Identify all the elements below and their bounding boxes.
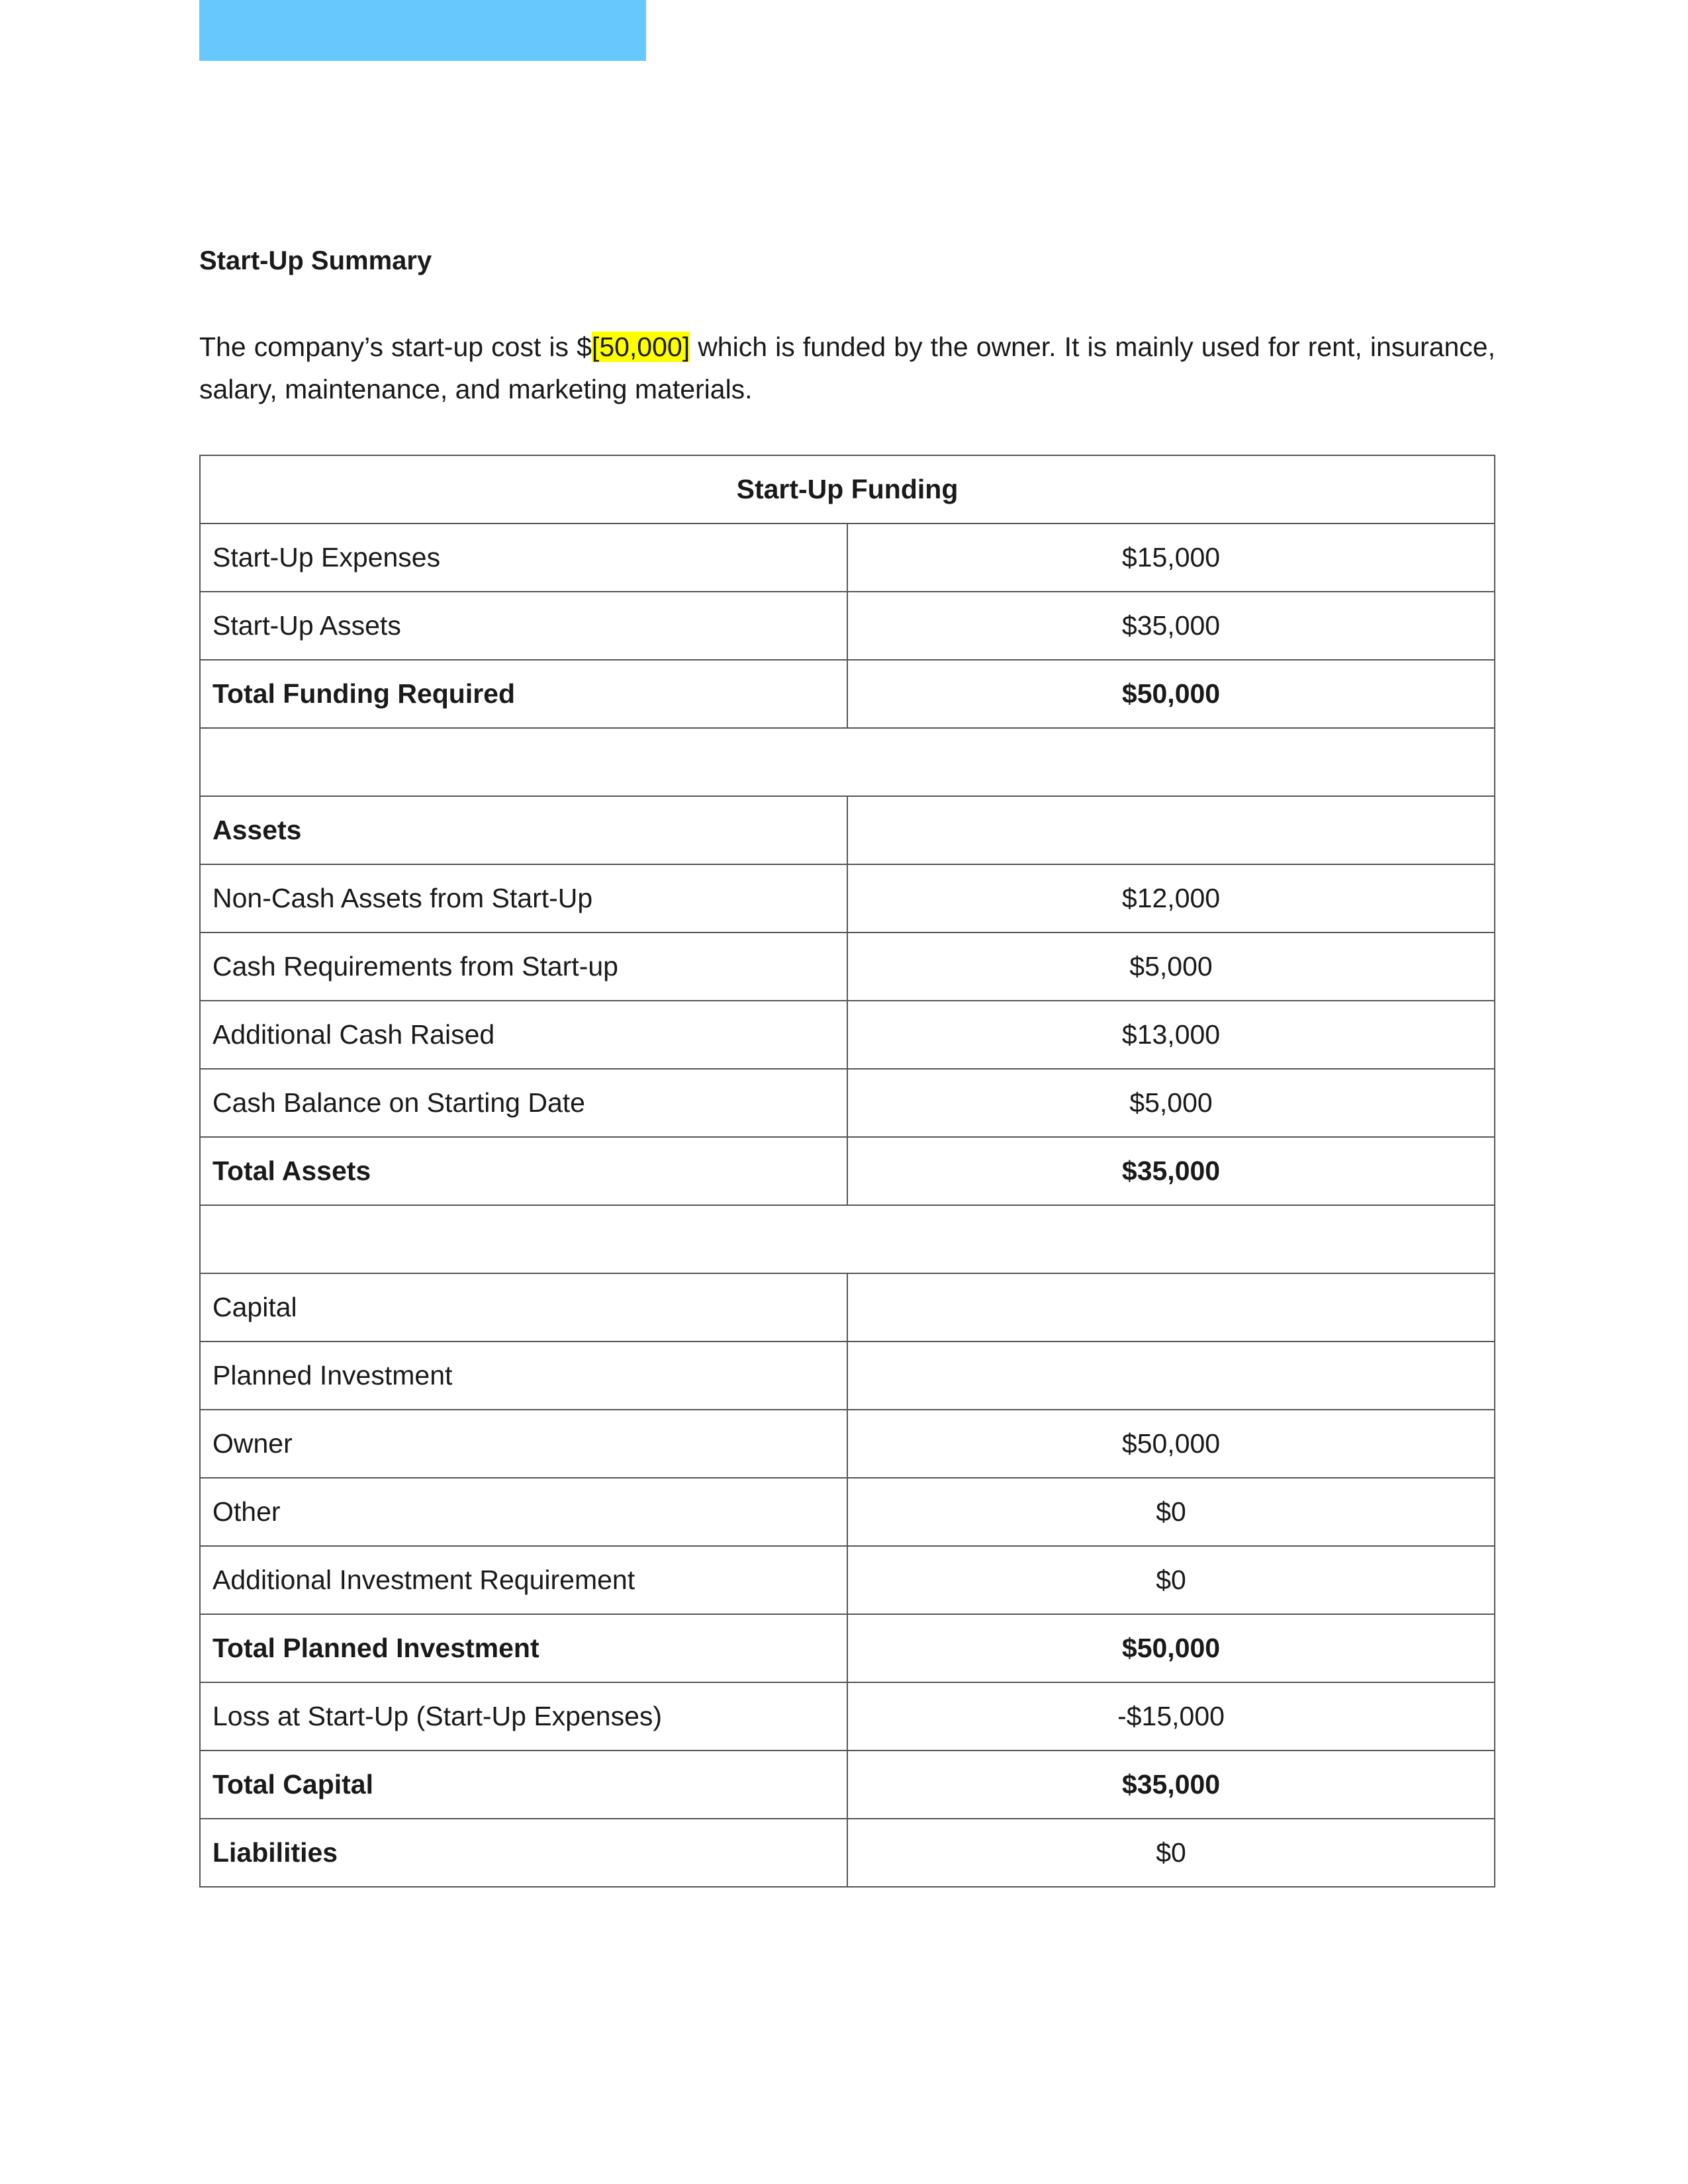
spacer-cell [200,1205,1495,1273]
row-value: $12,000 [847,864,1495,933]
intro-paragraph [199,326,1495,410]
empty-value-cell [847,1342,1495,1410]
row-label: Start-Up Expenses [200,523,847,592]
row-label: Total Planned Investment [200,1614,847,1682]
row-label: Additional Investment Requirement [200,1546,847,1614]
row-label: Other [200,1478,847,1546]
table-row [200,1682,1495,1751]
row-value: $35,000 [847,1137,1495,1205]
table-row [200,523,1495,592]
row-label: Additional Cash Raised [200,1001,847,1069]
spacer-row [200,728,1495,796]
row-value: $50,000 [847,660,1495,728]
row-value: $0 [847,1546,1495,1614]
table-title-row [200,455,1495,523]
row-value: $5,000 [847,1069,1495,1137]
spacer-row [200,1205,1495,1273]
table-row [200,592,1495,660]
row-label: Total Capital [200,1751,847,1819]
highlighted-amount: [50,000] [591,332,690,362]
row-label: Cash Balance on Starting Date [200,1069,847,1137]
section-heading: Start-Up Summary [199,246,432,275]
table-row-total [200,660,1495,728]
table-row-total [200,1137,1495,1205]
table-row [200,864,1495,933]
row-value: $0 [847,1819,1495,1887]
startup-funding-table [199,455,1495,1888]
row-value: -$15,000 [847,1682,1495,1751]
row-value: $5,000 [847,933,1495,1001]
assets-header: Assets [200,796,847,864]
row-value: $35,000 [847,592,1495,660]
table-row [200,1478,1495,1546]
row-label: Owner [200,1410,847,1478]
capital-header: Capital [200,1273,847,1342]
intro-text-start: The company’s start-up cost is $ [199,332,592,362]
table-row-total [200,1614,1495,1682]
planned-investment-header: Planned Investment [200,1342,847,1410]
spacer-cell [200,728,1495,796]
table-row [200,933,1495,1001]
header-accent-bar [199,0,646,61]
planned-investment-header-row [200,1342,1495,1410]
row-label: Start-Up Assets [200,592,847,660]
capital-header-row [200,1273,1495,1342]
row-label: Liabilities [200,1819,847,1887]
row-value: $50,000 [847,1614,1495,1682]
row-label: Non-Cash Assets from Start-Up [200,864,847,933]
row-value: $15,000 [847,523,1495,592]
empty-value-cell [847,796,1495,864]
table-row-total [200,1751,1495,1819]
row-value: $0 [847,1478,1495,1546]
row-value: $50,000 [847,1410,1495,1478]
table-title: Start-Up Funding [200,455,1495,523]
table-row [200,1546,1495,1614]
table-row [200,1410,1495,1478]
table-row [200,1001,1495,1069]
intro-text-end: which is funded by the owner. It is mainly used for rent, insurance, salary, maintenance, and marketing materials. [199,332,1495,404]
row-label: Cash Requirements from Start-up [200,933,847,1001]
row-label: Total Assets [200,1137,847,1205]
row-value: $13,000 [847,1001,1495,1069]
table-row [200,1819,1495,1887]
row-value: $35,000 [847,1751,1495,1819]
table-row [200,1069,1495,1137]
empty-value-cell [847,1273,1495,1342]
assets-header-row [200,796,1495,864]
row-label: Loss at Start-Up (Start-Up Expenses) [200,1682,847,1751]
row-label: Total Funding Required [200,660,847,728]
